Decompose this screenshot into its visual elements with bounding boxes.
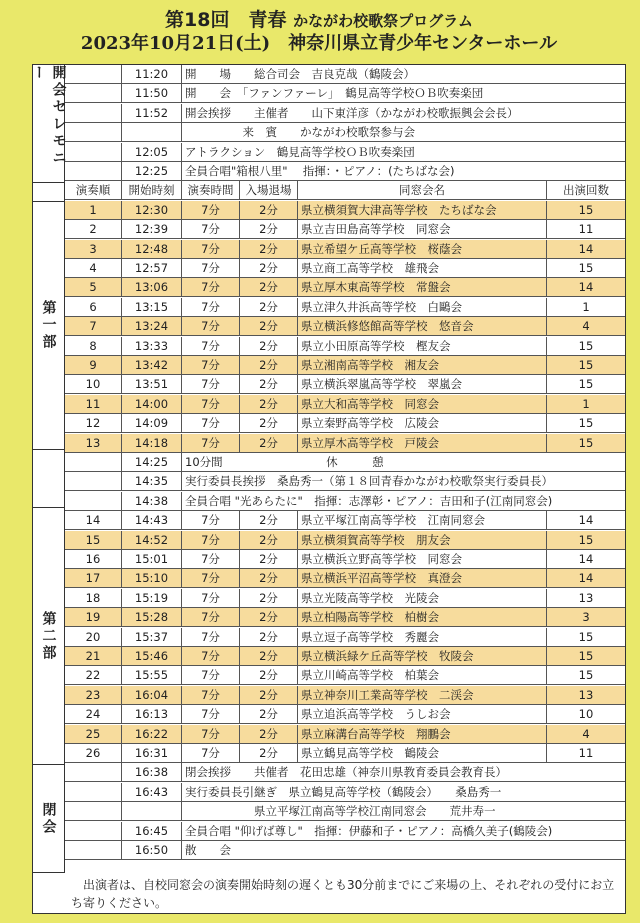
- performance-row: [65, 337, 625, 356]
- performance-row: [65, 666, 625, 685]
- appearances-cell: 4: [582, 319, 590, 334]
- appearances-cell: 10: [578, 707, 594, 722]
- spacer-cell: [65, 453, 122, 471]
- event-text: 来 賓 かながわ校歌祭参与会: [185, 125, 415, 140]
- order-cell: 8: [65, 337, 122, 355]
- duration-cell: 7分: [182, 395, 240, 413]
- spacer-cell: [65, 763, 122, 781]
- transition-cell: 2分: [240, 744, 298, 762]
- spacer-cell: [65, 84, 122, 102]
- break-row: [65, 492, 625, 511]
- performance-row: [65, 434, 625, 453]
- start-time-cell: 15:10: [122, 569, 182, 587]
- appearances-cell: 11: [578, 746, 594, 760]
- start-time-cell: 15:37: [122, 628, 182, 646]
- duration-cell: 7分: [182, 744, 240, 762]
- closing-row: [65, 841, 625, 860]
- performance-row: [65, 375, 625, 394]
- order-cell: 15: [65, 531, 122, 549]
- column-header: 入場退場: [240, 181, 298, 199]
- appearances-cell: 15: [578, 261, 594, 275]
- alumni-cell: 県立厚木東高等学校 常盤会: [298, 278, 547, 296]
- start-time-cell: 12:48: [122, 240, 182, 258]
- opening-row: [65, 162, 625, 181]
- appearances-cell: 15: [578, 668, 594, 683]
- time-cell: 14:35: [122, 472, 182, 490]
- section-closing: 閉会: [33, 765, 65, 873]
- alumni-cell: 県立平塚江南高等学校 江南同窓会: [298, 511, 547, 529]
- duration-cell: 7分: [182, 298, 240, 316]
- transition-cell: 2分: [240, 531, 298, 549]
- alumni-cell: 県立希望ケ丘高等学校 桜蔭会: [298, 240, 547, 258]
- order-cell: 2: [65, 220, 122, 238]
- time-cell: 12:25: [122, 162, 182, 180]
- performance-row: [65, 705, 625, 724]
- appearances-cell: 14: [578, 513, 594, 528]
- order-cell: 16: [65, 550, 122, 568]
- performance-row: [65, 725, 625, 744]
- event-text: 県立平塚江南高等学校江南同窓会 荒井寿一: [185, 804, 496, 819]
- start-time-cell: 15:28: [122, 608, 182, 626]
- time-cell: 16:38: [122, 763, 182, 781]
- event-text: 実行委員長挨拶 桑島秀一（第１８回青春かながわ校歌祭実行委員長）: [185, 474, 553, 489]
- order-cell: 22: [65, 666, 122, 684]
- appearances-cell: 15: [578, 435, 594, 450]
- program-page: [10, 6, 628, 918]
- duration-cell: 7分: [182, 589, 240, 607]
- performance-row: [65, 298, 625, 317]
- transition-cell: 2分: [240, 375, 298, 393]
- start-time-cell: 13:06: [122, 278, 182, 296]
- alumni-cell: 県立麻溝台高等学校 翔鵬会: [298, 725, 547, 743]
- alumni-cell: 県立神奈川工業高等学校 二渓会: [298, 686, 547, 704]
- performance-row: [65, 744, 625, 763]
- duration-cell: 7分: [182, 511, 240, 529]
- performance-row: [65, 569, 625, 588]
- transition-cell: 2分: [240, 278, 298, 296]
- start-time-cell: 16:31: [122, 744, 182, 762]
- appearances-cell: 15: [578, 416, 594, 431]
- duration-cell: 7分: [182, 705, 240, 723]
- alumni-cell: 県立秦野高等学校 広陵会: [298, 414, 547, 432]
- appearances-cell: 14: [578, 280, 594, 295]
- alumni-cell: 県立光陵高等学校 光陵会: [298, 589, 547, 607]
- duration-cell: 7分: [182, 628, 240, 646]
- performance-row: [65, 531, 625, 550]
- transition-cell: 2分: [240, 220, 298, 238]
- event-text: 10分間 休 憩: [185, 455, 384, 469]
- start-time-cell: 16:22: [122, 725, 182, 743]
- alumni-cell: 県立商工高等学校 雄飛会: [298, 259, 547, 277]
- alumni-cell: 県立逗子高等学校 秀麗会: [298, 628, 547, 646]
- alumni-cell: 県立厚木高等学校 戸陵会: [298, 434, 547, 452]
- start-time-cell: 14:18: [122, 434, 182, 452]
- order-cell: 1: [65, 201, 122, 219]
- transition-cell: 2分: [240, 240, 298, 258]
- column-header: 出演回数: [563, 183, 609, 198]
- alumni-cell: 県立川崎高等学校 柏葉会: [298, 666, 547, 684]
- order-cell: 3: [65, 240, 122, 258]
- transition-cell: 2分: [240, 725, 298, 743]
- transition-cell: 2分: [240, 666, 298, 684]
- appearances-cell: 15: [578, 358, 594, 372]
- transition-cell: 2分: [240, 686, 298, 704]
- alumni-cell: 県立鶴見高等学校 鶴陵会: [298, 744, 547, 762]
- appearances-cell: 15: [578, 377, 594, 392]
- closing-row: [65, 783, 625, 802]
- alumni-cell: 県立津久井浜高等学校 白鷗会: [298, 298, 547, 316]
- event-text: 開 会 「ファンファーレ」 鶴見高等学校ＯＢ吹奏楽団: [185, 86, 484, 101]
- transition-cell: 2分: [240, 298, 298, 316]
- performance-row: [65, 628, 625, 647]
- appearances-cell: 11: [578, 222, 594, 237]
- order-cell: 13: [65, 434, 122, 452]
- opening-row: [65, 104, 625, 123]
- order-cell: 4: [65, 259, 122, 277]
- start-time-cell: 13:33: [122, 337, 182, 355]
- transition-cell: 2分: [240, 259, 298, 277]
- appearances-cell: 1: [582, 299, 590, 314]
- closing-row: [65, 822, 625, 841]
- appearances-cell: 4: [582, 726, 590, 741]
- alumni-cell: 県立横浜翠嵐高等学校 翠嵐会: [298, 375, 547, 393]
- spacer-cell: [65, 841, 122, 859]
- start-time-cell: 13:24: [122, 317, 182, 335]
- start-time-cell: 14:52: [122, 531, 182, 549]
- performance-row: [65, 259, 625, 278]
- order-cell: 9: [65, 356, 122, 374]
- appearances-cell: 13: [578, 590, 594, 605]
- performance-row: [65, 220, 625, 239]
- spacer-cell: [65, 802, 122, 820]
- section-part2: 第二部: [33, 508, 65, 765]
- transition-cell: 2分: [240, 647, 298, 665]
- event-text: 開会挨拶 主催者 山下東洋彦（かながわ校歌振興会会長）: [185, 105, 519, 120]
- event-text: 散 会: [185, 843, 231, 857]
- appearances-cell: 1: [582, 396, 590, 411]
- spacer-cell: [65, 822, 122, 840]
- transition-cell: 2分: [240, 317, 298, 335]
- header-row: [65, 181, 625, 200]
- duration-cell: 7分: [182, 356, 240, 374]
- section-opening: 開会セレモニー: [33, 65, 65, 183]
- transition-cell: 2分: [240, 705, 298, 723]
- transition-cell: 2分: [240, 337, 298, 355]
- duration-cell: 7分: [182, 240, 240, 258]
- start-time-cell: 15:55: [122, 666, 182, 684]
- program-table: [32, 64, 626, 914]
- start-time-cell: 13:42: [122, 356, 182, 374]
- transition-cell: 2分: [240, 608, 298, 626]
- alumni-cell: 県立横浜立野高等学校 同窓会: [298, 550, 547, 568]
- start-time-cell: 15:19: [122, 589, 182, 607]
- column-header: 演奏時間: [182, 181, 240, 199]
- alumni-cell: 県立追浜高等学校 うしお会: [298, 705, 547, 723]
- time-cell: 16:43: [122, 783, 182, 801]
- time-cell: 12:05: [122, 143, 182, 161]
- duration-cell: 7分: [182, 608, 240, 626]
- performance-row: [65, 317, 625, 336]
- order-cell: 26: [65, 744, 122, 762]
- order-cell: 12: [65, 414, 122, 432]
- appearances-cell: 15: [578, 649, 594, 663]
- opening-row: [65, 65, 625, 84]
- duration-cell: 7分: [182, 647, 240, 665]
- start-time-cell: 16:04: [122, 686, 182, 704]
- transition-cell: 2分: [240, 628, 298, 646]
- transition-cell: 2分: [240, 589, 298, 607]
- time-cell: 11:52: [122, 104, 182, 122]
- appearances-cell: 15: [578, 338, 594, 353]
- break-spacer: [33, 450, 65, 508]
- order-cell: 6: [65, 298, 122, 316]
- alumni-cell: 県立柏陽高等学校 柏樹会: [298, 608, 547, 626]
- order-cell: 18: [65, 589, 122, 607]
- start-time-cell: 12:39: [122, 220, 182, 238]
- order-cell: 24: [65, 705, 122, 723]
- performance-row: [65, 395, 625, 414]
- time-cell: 16:50: [122, 841, 182, 859]
- opening-row: [65, 84, 625, 103]
- start-time-cell: 14:00: [122, 395, 182, 413]
- start-time-cell: 16:13: [122, 705, 182, 723]
- alumni-cell: 県立吉田島高等学校 同窓会: [298, 220, 547, 238]
- alumni-cell: 県立横須賀高等学校 朋友会: [298, 531, 547, 549]
- order-cell: 25: [65, 725, 122, 743]
- duration-cell: 7分: [182, 666, 240, 684]
- performance-row: [65, 201, 625, 220]
- start-time-cell: 12:57: [122, 259, 182, 277]
- header-spacer: [33, 183, 65, 202]
- transition-cell: 2分: [240, 201, 298, 219]
- page-title: 第18回 青春 かながわ校歌祭プログラム: [165, 9, 473, 31]
- duration-cell: 7分: [182, 414, 240, 432]
- order-cell: 17: [65, 569, 122, 587]
- spacer-cell: [65, 104, 122, 122]
- duration-cell: 7分: [182, 550, 240, 568]
- duration-cell: 7分: [182, 725, 240, 743]
- duration-cell: 7分: [182, 278, 240, 296]
- column-header: 演奏順: [65, 181, 122, 199]
- order-cell: 7: [65, 317, 122, 335]
- performance-row: [65, 686, 625, 705]
- duration-cell: 7分: [182, 569, 240, 587]
- order-cell: 21: [65, 647, 122, 665]
- time-cell: 16:45: [122, 822, 182, 840]
- column-header: 開始時刻: [122, 181, 182, 199]
- alumni-cell: 県立小田原高等学校 樫友会: [298, 337, 547, 355]
- time-cell: 14:25: [122, 453, 182, 471]
- section-part1: 第一部: [33, 202, 65, 450]
- closing-row: [65, 763, 625, 782]
- appearances-cell: 3: [582, 610, 590, 625]
- transition-cell: 2分: [240, 550, 298, 568]
- start-time-cell: 15:01: [122, 550, 182, 568]
- appearances-cell: 14: [578, 241, 594, 256]
- performance-row: [65, 608, 625, 627]
- appearances-cell: 15: [578, 629, 594, 644]
- spacer-cell: [65, 783, 122, 801]
- alumni-cell: 県立大和高等学校 同窓会: [298, 395, 547, 413]
- alumni-cell: 県立湘南高等学校 湘友会: [298, 356, 547, 374]
- appearances-cell: 13: [578, 687, 594, 702]
- event-text: 開 場 総合司会 吉良克哉（鶴陵会）: [185, 67, 415, 81]
- spacer-cell: [65, 143, 122, 161]
- performance-row: [65, 240, 625, 259]
- performance-row: [65, 647, 625, 666]
- appearances-cell: 15: [578, 532, 594, 547]
- duration-cell: 7分: [182, 259, 240, 277]
- alumni-cell: 県立横浜平沼高等学校 真澄会: [298, 569, 547, 587]
- break-row: [65, 472, 625, 491]
- event-text: アトラクション 鶴見高等学校ＯＢ吹奏楽団: [185, 144, 415, 159]
- event-date-venue: 2023年10月21日(土) 神奈川県立青少年センターホール: [80, 33, 558, 54]
- time-cell: 11:50: [122, 84, 182, 102]
- closing-row: [65, 802, 625, 821]
- order-cell: 11: [65, 395, 122, 413]
- time-cell: 11:20: [122, 65, 182, 83]
- footnote: 出演者は、自校同窓会の演奏開始時刻の遅くとも30分前までにご来場の上、それぞれの受付にお立ち寄りください。: [71, 878, 615, 910]
- transition-cell: 2分: [240, 356, 298, 374]
- order-cell: 19: [65, 608, 122, 626]
- spacer-cell: [65, 492, 122, 510]
- event-text: 実行委員長引継ぎ 県立鶴見高等学校（鶴陵会） 桑島秀一: [185, 784, 502, 799]
- start-time-cell: 12:30: [122, 201, 182, 219]
- event-text: 全員合唱 "光あらたに" 指揮：志澤彰・ピアノ：吉田和子(江南同窓会): [185, 493, 553, 508]
- duration-cell: 7分: [182, 686, 240, 704]
- start-time-cell: 15:46: [122, 647, 182, 665]
- transition-cell: 2分: [240, 434, 298, 452]
- appearances-cell: 14: [578, 571, 594, 586]
- alumni-cell: 県立横浜緑ケ丘高等学校 牧陵会: [298, 647, 547, 665]
- order-cell: 14: [65, 511, 122, 529]
- duration-cell: 7分: [182, 434, 240, 452]
- opening-row: [65, 123, 625, 142]
- start-time-cell: 13:51: [122, 375, 182, 393]
- spacer-cell: [65, 472, 122, 490]
- break-row: [65, 453, 625, 472]
- performance-row: [65, 511, 625, 530]
- duration-cell: 7分: [182, 317, 240, 335]
- transition-cell: 2分: [240, 569, 298, 587]
- time-cell: [122, 802, 182, 820]
- duration-cell: 7分: [182, 531, 240, 549]
- appearances-cell: 14: [578, 552, 594, 566]
- performance-row: [65, 589, 625, 608]
- spacer-cell: [65, 65, 122, 83]
- duration-cell: 7分: [182, 201, 240, 219]
- event-text: 全員合唱"箱根八里" 指揮：・ピアノ：(たちばな会): [185, 164, 455, 178]
- appearances-cell: 15: [578, 202, 594, 217]
- alumni-cell: 県立横須賀大津高等学校 たちばな会: [298, 201, 547, 219]
- alumni-cell: 県立横浜修悠館高等学校 悠音会: [298, 317, 547, 335]
- performance-row: [65, 356, 625, 375]
- performance-row: [65, 278, 625, 297]
- start-time-cell: 14:43: [122, 511, 182, 529]
- time-cell: 14:38: [122, 492, 182, 510]
- duration-cell: 7分: [182, 337, 240, 355]
- order-cell: 23: [65, 686, 122, 704]
- performance-row: [65, 414, 625, 433]
- transition-cell: 2分: [240, 511, 298, 529]
- spacer-cell: [65, 162, 122, 180]
- order-cell: 10: [65, 375, 122, 393]
- opening-row: [65, 143, 625, 162]
- transition-cell: 2分: [240, 414, 298, 432]
- order-cell: 5: [65, 278, 122, 296]
- event-text: 閉会挨拶 共催者 花田忠雄（神奈川県教育委員会教育長）: [185, 765, 507, 780]
- event-text: 全員合唱 "仰げば尊し" 指揮：伊藤和子・ピアノ：高橋久美子(鶴陵会): [185, 823, 553, 838]
- performance-row: [65, 550, 625, 569]
- duration-cell: 7分: [182, 375, 240, 393]
- time-cell: [122, 123, 182, 141]
- column-header: 同窓会名: [298, 181, 547, 199]
- order-cell: 20: [65, 628, 122, 646]
- duration-cell: 7分: [182, 220, 240, 238]
- spacer-cell: [65, 123, 122, 141]
- transition-cell: 2分: [240, 395, 298, 413]
- start-time-cell: 14:09: [122, 414, 182, 432]
- start-time-cell: 13:15: [122, 298, 182, 316]
